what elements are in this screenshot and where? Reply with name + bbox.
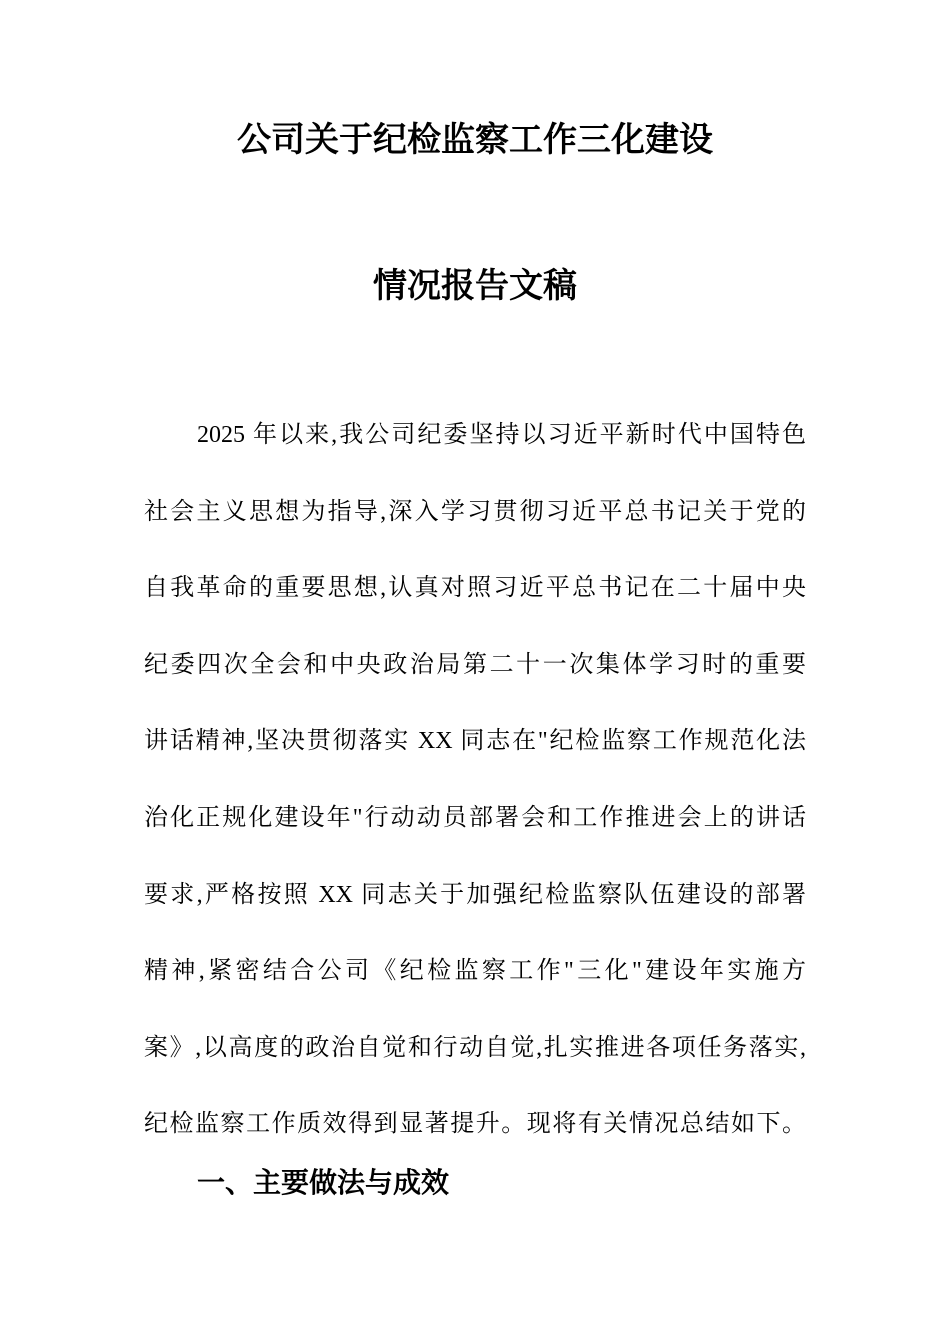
paragraph-line: 2025 年以来,我公司纪委坚持以习近平新时代中国特色 [197, 422, 806, 448]
paragraph-line: 要求,严格按照 XX 同志关于加强纪检监察队伍建设的部署 [144, 881, 806, 908]
paragraph-line: 精神,紧密结合公司《纪检监察工作"三化"建设年实施方 [144, 958, 806, 985]
paragraph-line: 社会主义思想为指导,深入学习贯彻习近平总书记关于党的 [144, 498, 806, 525]
paragraph-line: 治化正规化建设年"行动动员部署会和工作推进会上的讲话 [144, 804, 806, 831]
document-title-line-1: 公司关于纪检监察工作三化建设 [237, 121, 713, 159]
paragraph-line: 案》,以高度的政治自觉和行动自觉,扎实推进各项任务落实, [144, 1034, 806, 1061]
document-title-line-2: 情况报告文稿 [373, 267, 577, 305]
paragraph-line: 纪委四次全会和中央政治局第二十一次集体学习时的重要 [144, 651, 806, 678]
paragraph-line: 纪检监察工作质效得到显著提升。现将有关情况总结如下。 [144, 1111, 806, 1138]
paragraph-line: 自我革命的重要思想,认真对照习近平总书记在二十届中央 [144, 575, 806, 602]
section-heading: 一、主要做法与成效 [197, 1168, 450, 1199]
body-paragraph [144, 397, 806, 1163]
paragraph-line: 讲话精神,坚决贯彻落实 XX 同志在"纪检监察工作规范化法 [144, 728, 806, 755]
